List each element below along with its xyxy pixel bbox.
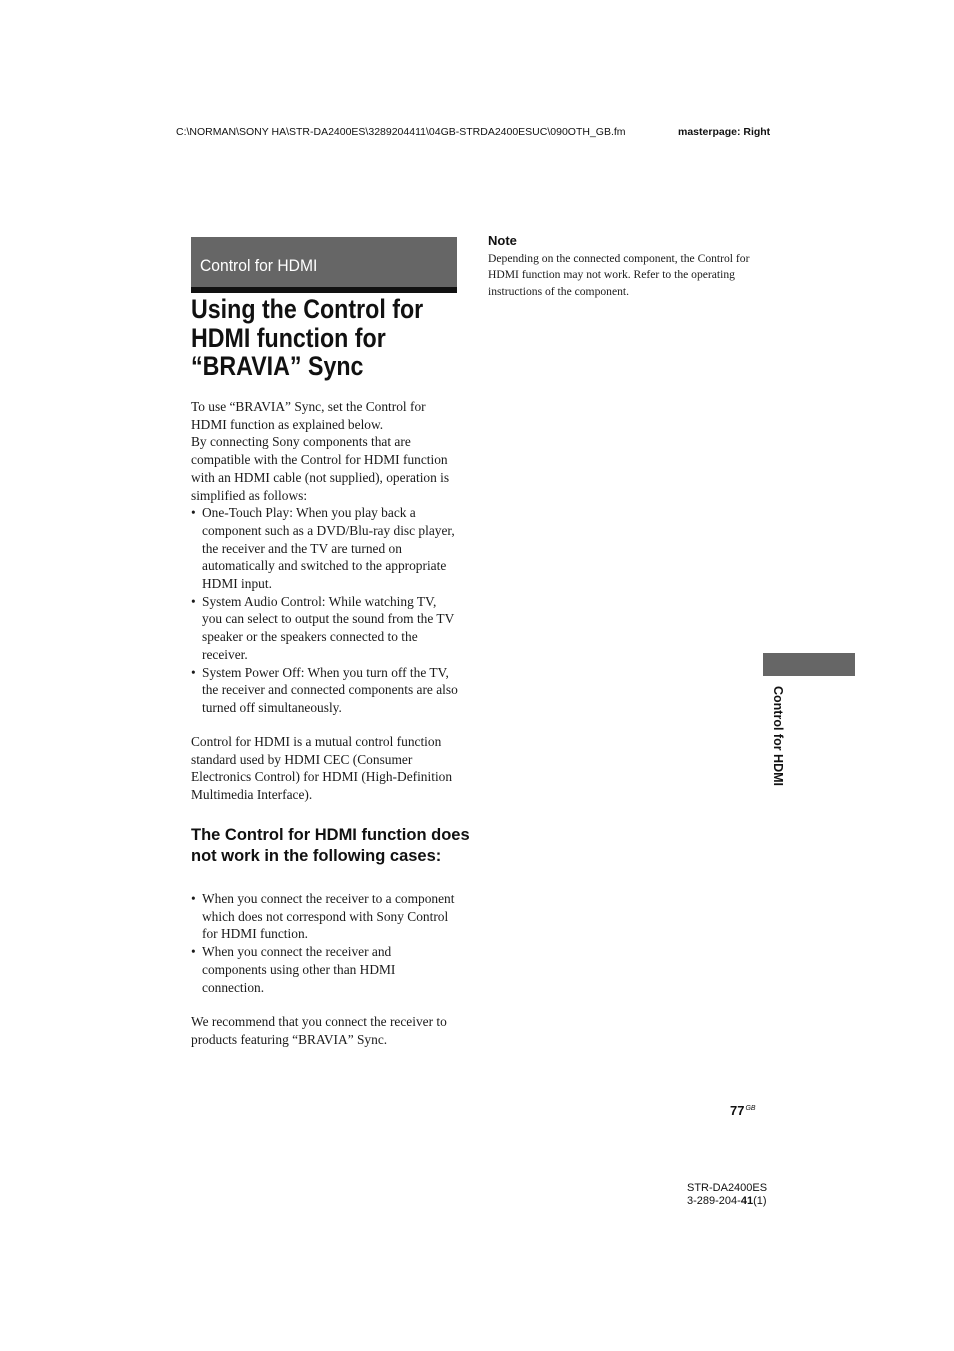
- list-item-text: System Power Off: When you turn off the TV, the receiver and connected components are also turned off simultaneously.: [202, 664, 458, 715]
- list-item: • When you connect the receiver to a component which does not correspond with Sony Control for HDMI function.: [191, 891, 455, 942]
- side-tab-marker: [763, 653, 855, 676]
- section-header-rule: [191, 287, 457, 293]
- page-title: [191, 295, 449, 381]
- list-item-text: System Audio Control: While watching TV, you can select to output the sound from the TV speaker or the speakers connected to the receiver.: [202, 593, 455, 662]
- list-item: • One-Touch Play: When you play back a component such as a DVD/Blu-ray disc player, the receiver and the TV are turned on automatically and switched to the appropriate HDMI input.: [191, 505, 455, 592]
- list-item-text: When you connect the receiver and components using other than HDMI connection.: [202, 944, 396, 995]
- list-item: • System Audio Control: While watching TV, you can select to output the sound from the TV speaker or the speakers connected to the receiver.: [191, 593, 455, 662]
- feature-list: [191, 504, 459, 716]
- model-code-suffix: (1): [753, 1194, 767, 1207]
- intro-paragraph-1: To use “BRAVIA” Sync, set the Control for HDMI function as explained below.: [191, 399, 426, 432]
- page-title-line-2: HDMI function for: [191, 322, 386, 353]
- page-number: [730, 1103, 756, 1118]
- page-number-value: 77: [730, 1103, 745, 1118]
- page-title-line-1: Using the Control for: [191, 294, 424, 324]
- cases-list: [191, 890, 459, 996]
- model-name: STR-DA2400ES: [687, 1182, 768, 1194]
- side-tab-label: Control for HDMI: [771, 686, 785, 786]
- page-number-suffix: GB: [745, 1105, 756, 1112]
- page-title-line-3: “BRAVIA” Sync: [191, 351, 364, 381]
- list-item: • When you connect the receiver and components using other than HDMI connection.: [191, 944, 396, 995]
- model-code: [687, 1195, 767, 1208]
- note-text: Depending on the connected component, the Control for HDMI function may not work. Refer to the operating instructions of the component.: [488, 252, 750, 298]
- section-title: Control for HDMI: [200, 256, 318, 275]
- model-code-prefix: 3-289-204-: [687, 1194, 741, 1207]
- cec-paragraph: Control for HDMI is a mutual control function standard used by HDMI CEC (Consumer Electronics Control) for HDMI (High-Definition Multimedia Interface).: [191, 734, 453, 803]
- list-item-text: One-Touch Play: When you play back a component such as a DVD/Blu-ray disc player, the receiver and the TV are turned on automatically and switched to the appropriate HDMI input.: [202, 505, 455, 592]
- list-item: • System Power Off: When you turn off the TV, the receiver and connected components are also turned off simultaneously.: [191, 664, 458, 715]
- cases-heading: The Control for HDMI function does not work in the following cases:: [191, 826, 470, 865]
- intro-paragraph-2: By connecting Sony components that are compatible with the Control for HDMI function with an HDMI cable (not supplied), operation is simplified as follows:: [191, 434, 450, 503]
- note-label: Note: [488, 233, 517, 248]
- header-file-path: C:\NORMAN\SONY HA\STR-DA2400ES\3289204411\04GB-STRDA2400ESUC\090OTH_GB.fm: [176, 126, 626, 138]
- model-code-bold: 41: [740, 1194, 754, 1207]
- header-masterpage: masterpage: Right: [678, 126, 771, 138]
- recommend-paragraph: We recommend that you connect the receiver to products featuring “BRAVIA” Sync.: [191, 1014, 447, 1047]
- list-item-text: When you connect the receiver to a component which does not correspond with Sony Control for HDMI function.: [202, 891, 455, 942]
- intro-section: [191, 398, 459, 717]
- cases-section: [191, 890, 459, 996]
- model-info: [687, 1182, 767, 1207]
